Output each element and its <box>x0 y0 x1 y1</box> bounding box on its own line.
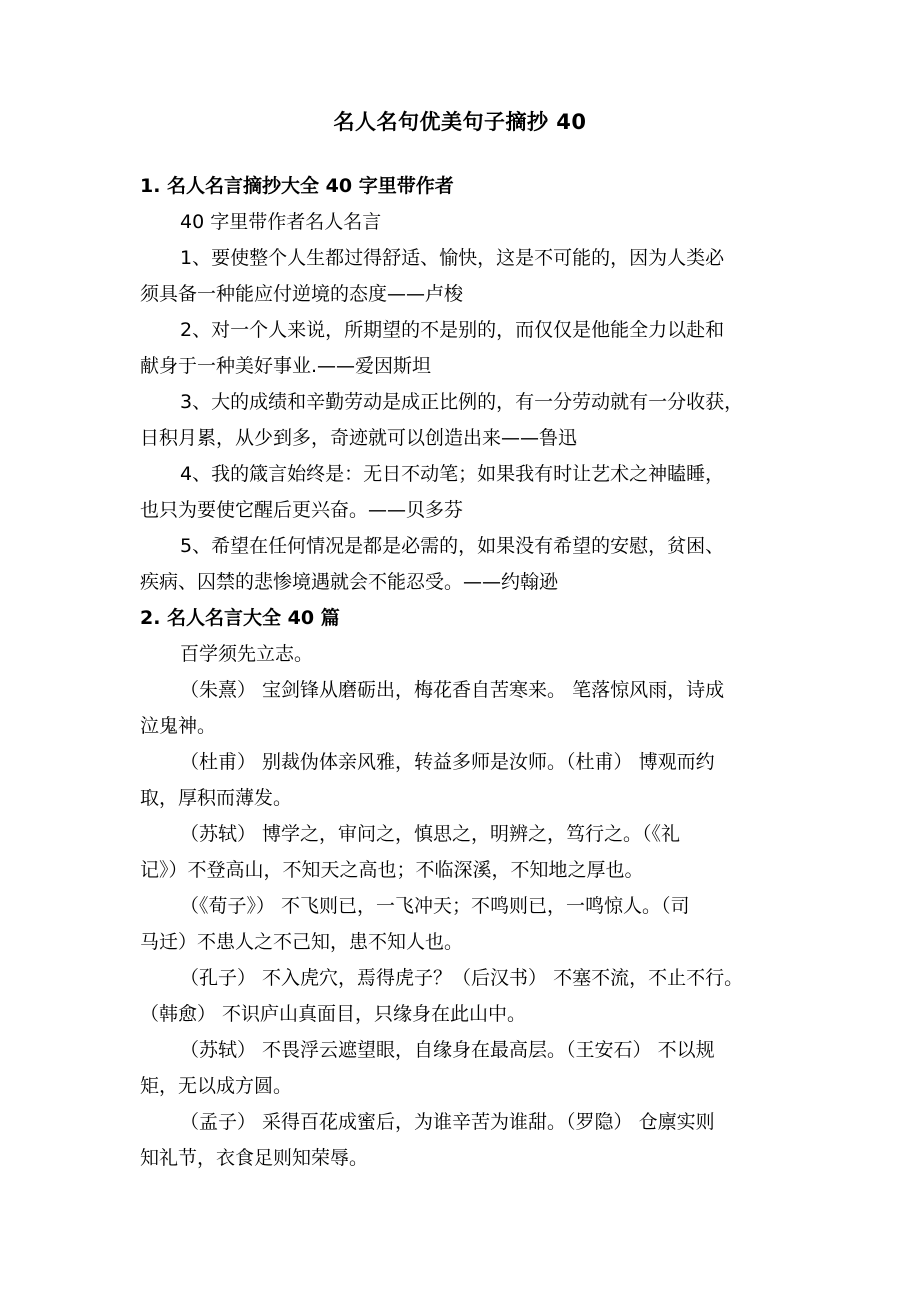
paragraph-line: 须具备一种能应付逆境的态度——卢梭 <box>140 283 464 305</box>
section-heading-1: 1. 名人名言摘抄大全 40 字里带作者 <box>140 175 454 197</box>
paragraph-line: 也只为要使它醒后更兴奋。——贝多芬 <box>140 499 464 521</box>
paragraph-line: 取，厚积而薄发。 <box>140 787 293 809</box>
paragraph-line: 泣鬼神。 <box>140 715 217 737</box>
paragraph-line: 5、希望在任何情况是都是必需的，如果没有希望的安慰，贫困、 <box>180 535 725 557</box>
paragraph-line: 1、要使整个人生都过得舒适、愉快，这是不可能的，因为人类必 <box>180 247 725 269</box>
paragraph-line: （苏轼） 博学之，审问之，慎思之，明辨之，笃行之。（《礼 <box>180 823 681 845</box>
paragraph-line: 2、对一个人来说，所期望的不是别的，而仅仅是他能全力以赴和 <box>180 319 725 341</box>
paragraph-line: 日积月累，从少到多，奇迹就可以创造出来——鲁迅 <box>140 427 578 449</box>
paragraph-line: （苏轼） 不畏浮云遮望眼，自缘身在最高层。（王安石） 不以规 <box>180 1039 715 1061</box>
paragraph-line: （朱熹） 宝剑锋从磨砺出，梅花香自苦寒来。 笔落惊风雨，诗成 <box>180 679 725 701</box>
document-title: 名人名句优美句子摘抄 40 <box>333 110 587 134</box>
paragraph-line: 百学须先立志。 <box>180 643 314 665</box>
paragraph-line: （孟子） 采得百花成蜜后，为谁辛苦为谁甜。（罗隐） 仓廪实则 <box>180 1111 715 1133</box>
paragraph-line: 记》）不登高山，不知天之高也；不临深溪，不知地之厚也。 <box>140 859 644 881</box>
paragraph-line: （孔子） 不入虎穴，焉得虎子？（后汉书） 不塞不流，不止不行。 <box>180 967 744 989</box>
paragraph-line: 马迁）不患人之不己知，患不知人也。 <box>140 931 464 953</box>
paragraph-line: 献身于一种美好事业.——爱因斯坦 <box>140 355 432 377</box>
paragraph-line: 矩，无以成方圆。 <box>140 1075 293 1097</box>
paragraph-line: 40 字里带作者名人名言 <box>180 211 382 233</box>
paragraph-line: 3、大的成绩和辛勤劳动是成正比例的，有一分劳动就有一分收获， <box>180 391 744 413</box>
paragraph-line: 4、我的箴言始终是：无日不动笔；如果我有时让艺术之神瞌睡， <box>180 463 725 485</box>
paragraph-line: （韩愈） 不识庐山真面目，只缘身在此山中。 <box>140 1003 527 1025</box>
paragraph-line: （《荀子》） 不飞则已，一飞冲天；不鸣则已，一鸣惊人。（司 <box>180 895 690 917</box>
paragraph-line: （杜甫） 别裁伪体亲风雅，转益多师是汝师。（杜甫） 博观而约 <box>180 751 715 773</box>
section-heading-2: 2. 名人名言大全 40 篇 <box>140 607 340 629</box>
paragraph-line: 疾病、囚禁的悲惨境遇就会不能忍受。——约翰逊 <box>140 571 559 593</box>
paragraph-line: 知礼节，衣食足则知荣辱。 <box>140 1147 369 1169</box>
document-body <box>140 168 800 1176</box>
